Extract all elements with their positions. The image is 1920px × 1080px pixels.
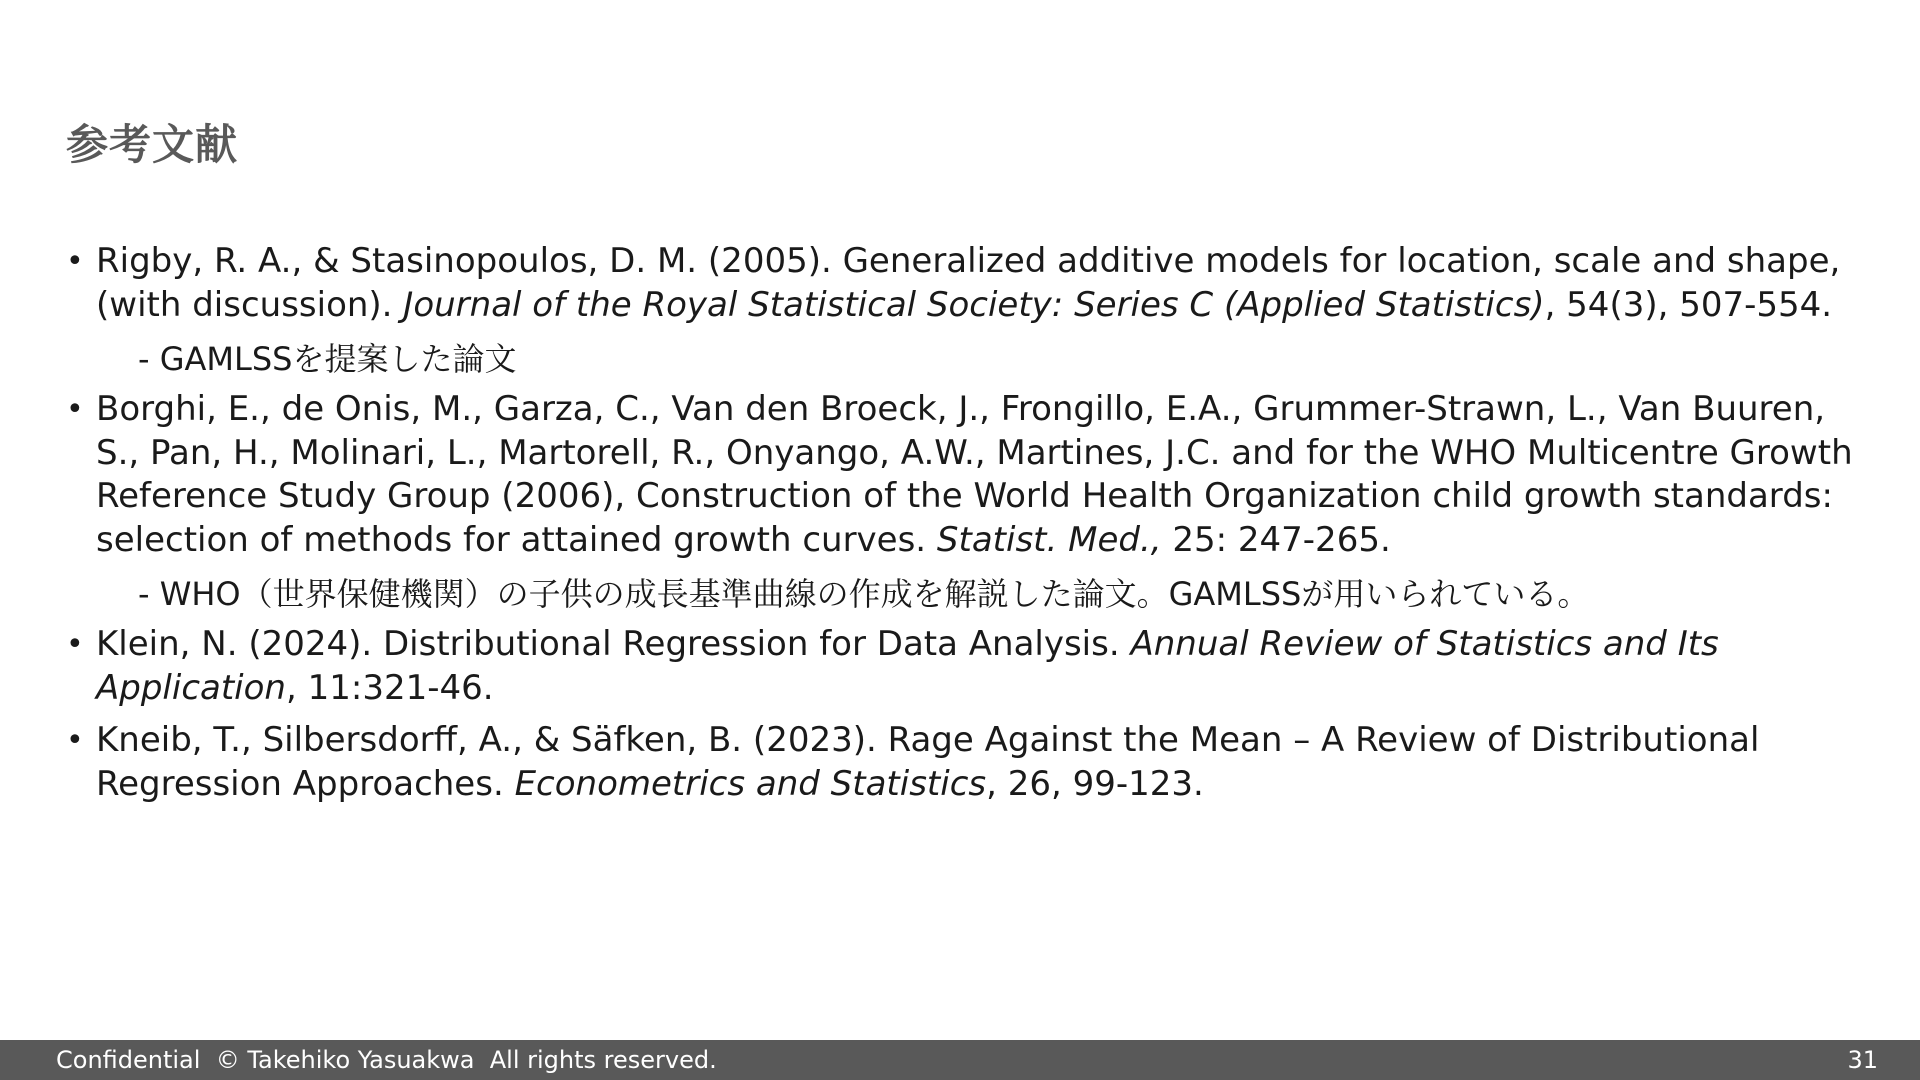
bullet-icon: •: [66, 723, 84, 758]
reference-list: [66, 240, 1876, 815]
reference-item-3: [66, 623, 1876, 710]
page-title: 参考文献: [66, 120, 239, 169]
reference-journal: Annual Review of Statistics and Its Application: [96, 624, 1719, 708]
reference-volume: , 26, 99-123.: [986, 763, 1204, 804]
reference-journal: Econometrics and Statistics: [514, 763, 987, 804]
reference-volume: 25: 247-265.: [1161, 519, 1391, 560]
reference-note: - WHO（世界保健機関）の子供の成長基準曲線の作成を解説した論文。GAMLSSが用いられている。: [138, 575, 1590, 613]
reference-text: Rigby, R. A., & Stasinopoulos, D. M. (2005). Generalized additive models for location, scale and shape, (with discussion).: [96, 241, 1841, 325]
bullet-icon: •: [66, 627, 84, 662]
reference-item-1: [66, 240, 1876, 379]
reference-item-2: [66, 388, 1876, 614]
reference-journal: Journal of the Royal Statistical Society: Series C (Applied Statistics): [403, 284, 1545, 325]
bullet-icon: •: [66, 244, 84, 279]
reference-text: Kneib, T., Silbersdorff, A., & Säfken, B. (2023). Rage Against the Mean – A Review of Distributional Regression Approaches.: [96, 720, 1760, 804]
reference-volume: , 11:321-46.: [285, 667, 494, 708]
footer-bar: [0, 1040, 1920, 1080]
reference-item-4: [66, 719, 1876, 806]
reference-volume: , 54(3), 507-554.: [1544, 284, 1833, 325]
reference-journal: Statist. Med.,: [936, 519, 1162, 560]
page-number: 31: [1847, 1046, 1878, 1074]
reference-note: - GAMLSSを提案した論文: [138, 340, 517, 378]
reference-text: Klein, N. (2024). Distributional Regression for Data Analysis.: [96, 624, 1131, 664]
copyright-text: Confidential © Takehiko Yasuakwa All rights reserved.: [56, 1046, 717, 1074]
bullet-icon: •: [66, 392, 84, 427]
reference-text: Borghi, E., de Onis, M., Garza, C., Van den Broeck, J., Frongillo, E.A., Grummer-Strawn, L., Van Buuren, S., Pan, H., Molinari, L., Martorell, R., Onyango, A.W., Martines, J.C. and for the WHO Multicentre Growth Reference Study Group (2006), Construction of the World Health Organization child growth standards: selection of methods for attained growth curves.: [96, 389, 1853, 560]
